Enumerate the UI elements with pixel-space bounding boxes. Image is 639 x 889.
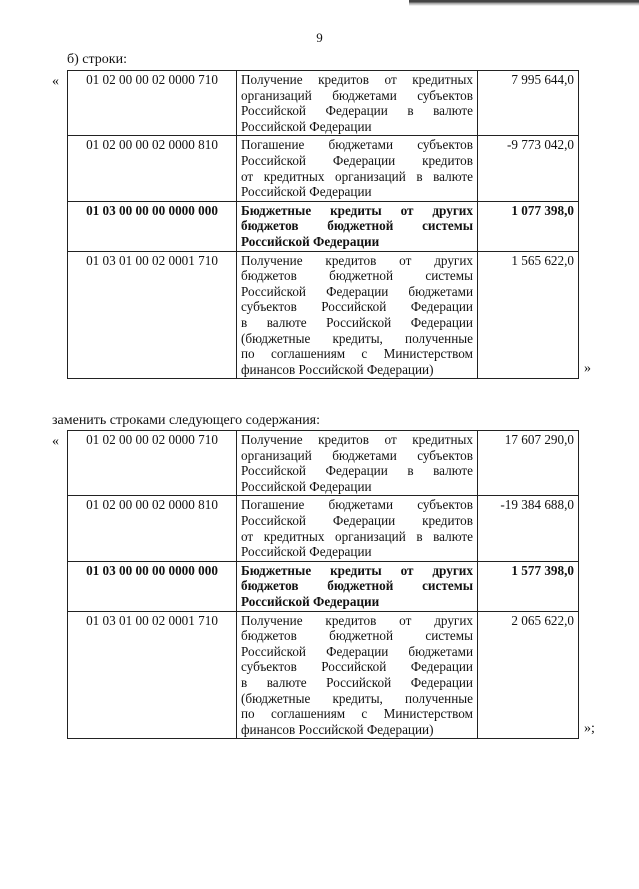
budget-code-cell: 01 02 00 00 02 0000 710: [68, 431, 237, 496]
table-row: [68, 136, 579, 201]
table-row: [68, 561, 579, 611]
amount-cell: -19 384 688,0: [478, 496, 579, 561]
description-line-last: финансов Российской Федерации): [241, 721, 434, 737]
description-line: организаций бюджетами субъектов: [241, 447, 473, 463]
description-line: (бюджетные кредиты, полученные: [241, 330, 473, 346]
scan-edge-mark: [409, 0, 639, 6]
section1-open-quote: «: [52, 74, 59, 89]
section2-heading: заменить строками следующего содержания:: [52, 413, 321, 428]
description-line-last: Российской Федерации: [241, 544, 372, 560]
budget-code-cell: 01 03 00 00 00 0000 000: [68, 561, 237, 611]
description-line: бюджетов бюджетной системы: [241, 628, 473, 644]
description-line: от кредитных организаций в валюте: [241, 168, 473, 184]
description-cell: [237, 431, 478, 496]
description-cell: [237, 136, 478, 201]
table-row: [68, 251, 579, 379]
description-line: Российской Федерации в валюте: [241, 103, 473, 119]
description-line-last: Российской Федерации: [241, 478, 372, 494]
budget-code-cell: 01 03 01 00 02 0001 710: [68, 251, 237, 379]
description-line: в валюте Российской Федерации: [241, 674, 473, 690]
description-line: Российской Федерации кредитов: [241, 512, 473, 528]
description-line: Бюджетные кредиты от других: [241, 202, 473, 218]
table-row: [68, 611, 579, 739]
amount-cell: 2 065 622,0: [478, 611, 579, 739]
budget-code-cell: 01 02 00 00 02 0000 810: [68, 136, 237, 201]
budget-code-cell: 01 03 00 00 00 0000 000: [68, 201, 237, 251]
description-line: субъектов Российской Федерации: [241, 299, 473, 315]
description-line: Российской Федерации бюджетами: [241, 283, 473, 299]
amount-cell: 1 565 622,0: [478, 251, 579, 379]
description-line-last: Российской Федерации: [241, 184, 372, 200]
description-line: Российской Федерации в валюте: [241, 463, 473, 479]
table-row: [68, 496, 579, 561]
description-line: Получение кредитов от других: [241, 252, 473, 268]
section2-close-quote: »;: [584, 721, 595, 736]
description-cell: [237, 251, 478, 379]
description-line: Получение кредитов от кредитных: [241, 72, 473, 87]
table-row: [68, 431, 579, 496]
budget-code-cell: 01 02 00 00 02 0000 810: [68, 496, 237, 561]
section1-rows: [68, 71, 579, 379]
description-line: субъектов Российской Федерации: [241, 659, 473, 675]
description-line: Получение кредитов от других: [241, 612, 473, 628]
description-line: Погашение бюджетами субъектов: [241, 137, 473, 153]
description-cell: [237, 561, 478, 611]
budget-code-cell: 01 02 00 00 02 0000 710: [68, 71, 237, 136]
amount-cell: 17 607 290,0: [478, 431, 579, 496]
description-line: бюджетов бюджетной системы: [241, 268, 473, 284]
description-line-last: финансов Российской Федерации): [241, 361, 434, 377]
section1-close-quote: »: [584, 361, 591, 376]
section2-table: [67, 430, 579, 739]
budget-code-cell: 01 03 01 00 02 0001 710: [68, 611, 237, 739]
description-line: Погашение бюджетами субъектов: [241, 497, 473, 513]
section1-table: [67, 70, 579, 379]
section2-rows: [68, 431, 579, 739]
description-line: по соглашениям с Министерством: [241, 706, 473, 722]
amount-cell: -9 773 042,0: [478, 136, 579, 201]
description-line-last: Российской Федерации: [241, 593, 380, 609]
description-line: бюджетов бюджетной системы: [241, 578, 473, 594]
amount-cell: 1 577 398,0: [478, 561, 579, 611]
description-line: бюджетов бюджетной системы: [241, 218, 473, 234]
description-cell: [237, 201, 478, 251]
description-line: организаций бюджетами субъектов: [241, 87, 473, 103]
description-cell: [237, 496, 478, 561]
description-line: Российской Федерации бюджетами: [241, 643, 473, 659]
description-line-last: Российской Федерации: [241, 118, 372, 134]
description-line: по соглашениям с Министерством: [241, 346, 473, 362]
amount-cell: 7 995 644,0: [478, 71, 579, 136]
description-line: (бюджетные кредиты, полученные: [241, 690, 473, 706]
page-number: 9: [316, 30, 323, 45]
table-row: [68, 201, 579, 251]
description-line: Бюджетные кредиты от других: [241, 562, 473, 578]
amount-cell: 1 077 398,0: [478, 201, 579, 251]
section1-heading: б) строки:: [67, 52, 127, 67]
description-line-last: Российской Федерации: [241, 233, 380, 249]
description-line: Получение кредитов от кредитных: [241, 432, 473, 447]
description-line: в валюте Российской Федерации: [241, 314, 473, 330]
section2-open-quote: «: [52, 434, 59, 449]
description-cell: [237, 611, 478, 739]
table-row: [68, 71, 579, 136]
description-cell: [237, 71, 478, 136]
description-line: от кредитных организаций в валюте: [241, 528, 473, 544]
description-line: Российской Федерации кредитов: [241, 152, 473, 168]
